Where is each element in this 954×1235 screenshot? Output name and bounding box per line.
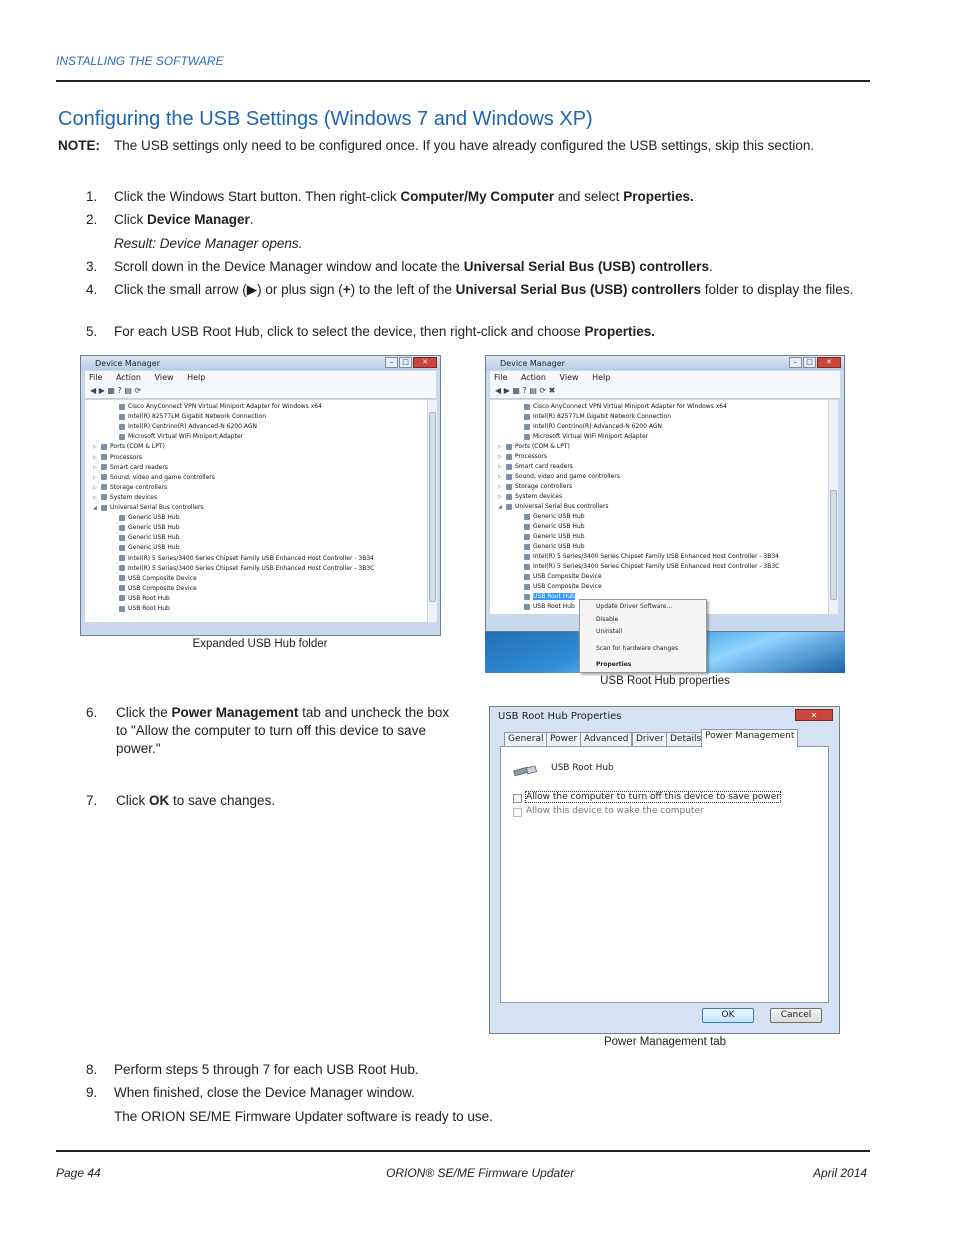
tree-item-label: Intel(R) 5 Series/3400 Series Chipset Family USB Enhanced Host Controller - 3B34 bbox=[128, 554, 374, 562]
tree-item[interactable] bbox=[516, 422, 662, 432]
view-icon[interactable]: ▤ bbox=[529, 386, 537, 395]
tree-item-label: Processors bbox=[515, 453, 548, 460]
menu-file[interactable]: File bbox=[494, 373, 508, 382]
note-label: NOTE: bbox=[58, 138, 100, 153]
tree-item[interactable] bbox=[93, 473, 215, 483]
tree-item[interactable] bbox=[111, 412, 266, 422]
tree-item[interactable] bbox=[516, 412, 671, 422]
tree-item[interactable] bbox=[516, 562, 779, 572]
forward-icon[interactable]: ▶ bbox=[98, 386, 105, 395]
expand-arrow-icon[interactable]: ▷ bbox=[498, 444, 502, 450]
tree-item-label: Sound, video and game controllers bbox=[110, 473, 215, 481]
properties-icon[interactable]: ▦ bbox=[107, 386, 115, 395]
close-icon[interactable]: ✕ bbox=[795, 709, 833, 721]
step-number: 4. bbox=[86, 282, 98, 297]
tree-item-label: Ports (COM & LPT) bbox=[515, 443, 570, 450]
tree-item-label: Generic USB Hub bbox=[533, 523, 585, 530]
device-tree bbox=[85, 400, 427, 622]
tree-item[interactable] bbox=[516, 522, 585, 532]
tree-item-label: Intel(R) 5 Series/3400 Series Chipset Family USB Enhanced Host Controller - 3B34 bbox=[533, 553, 779, 560]
step-number: 3. bbox=[86, 259, 98, 274]
tree-item-label: Generic USB Hub bbox=[128, 544, 180, 552]
step-4-text: Click the small arrow (▶) or plus sign (+) to the left of the Universal Serial Bus (USB) controllers folder to display the files. bbox=[114, 282, 854, 297]
context-scan[interactable]: Scan for hardware changes bbox=[596, 645, 679, 652]
tree-item[interactable] bbox=[516, 572, 602, 582]
expand-arrow-icon[interactable]: ▷ bbox=[498, 484, 502, 490]
device-icon bbox=[524, 534, 530, 540]
device-icon bbox=[101, 454, 107, 460]
tree-item[interactable] bbox=[111, 564, 374, 574]
device-manager-window-1 bbox=[80, 355, 441, 636]
tree-item[interactable] bbox=[498, 452, 547, 462]
tree-item[interactable] bbox=[516, 512, 585, 522]
tree-item-label: USB Root Hub bbox=[128, 594, 170, 602]
step-number: 9. bbox=[86, 1085, 98, 1100]
device-icon bbox=[119, 595, 125, 601]
device-icon bbox=[506, 484, 512, 490]
device-icon bbox=[524, 544, 530, 550]
device-icon bbox=[119, 535, 125, 541]
device-icon bbox=[524, 564, 530, 570]
tree-item[interactable] bbox=[111, 432, 243, 442]
note-text: The USB settings only need to be configured once. If you have already configured the USB settings, skip this section. bbox=[114, 138, 815, 153]
device-icon bbox=[119, 585, 125, 591]
section-header: INSTALLING THE SOFTWARE bbox=[56, 54, 224, 68]
device-icon bbox=[506, 494, 512, 500]
context-disable[interactable]: Disable bbox=[596, 616, 619, 623]
close-icon[interactable]: ✕ bbox=[413, 357, 437, 368]
step-5-text: For each USB Root Hub, click to select the device, then right-click and choose Properties. bbox=[114, 324, 656, 339]
tree-item-label: Intel(R) 5 Series/3400 Series Chipset Family USB Enhanced Host Controller - 3B3C bbox=[128, 564, 375, 572]
device-icon bbox=[119, 606, 125, 612]
tree-item[interactable] bbox=[93, 442, 165, 452]
allow-power-off-label[interactable]: Allow the computer to turn off this device to save power bbox=[526, 792, 780, 802]
close-icon[interactable]: ✕ bbox=[817, 357, 841, 368]
tree-item-label: Generic USB Hub bbox=[533, 533, 585, 540]
tree-item[interactable] bbox=[498, 462, 573, 472]
tree-item-label: USB Composite Device bbox=[128, 574, 197, 582]
tree-item[interactable] bbox=[498, 442, 570, 452]
tree-item[interactable] bbox=[516, 602, 575, 612]
device-icon bbox=[524, 574, 530, 580]
menu-help[interactable]: Help bbox=[187, 373, 206, 382]
figure-1-caption: Expanded USB Hub folder bbox=[192, 638, 328, 650]
step-7-text: Click OK to save changes. bbox=[116, 793, 276, 808]
device-icon bbox=[524, 594, 530, 600]
expand-arrow-icon[interactable]: ◢ bbox=[498, 504, 502, 510]
context-update-driver[interactable]: Update Driver Software... bbox=[596, 603, 673, 610]
tree-item-label: USB Root Hub bbox=[128, 605, 170, 612]
device-icon bbox=[119, 565, 125, 571]
menu-file[interactable]: File bbox=[89, 373, 103, 382]
toolbar bbox=[490, 384, 840, 399]
maximize-icon[interactable]: □ bbox=[803, 357, 816, 368]
tree-item[interactable] bbox=[111, 523, 180, 533]
forward-icon[interactable]: ▶ bbox=[503, 386, 510, 395]
tree-item-label: Ports (COM & LPT) bbox=[110, 443, 165, 451]
expand-arrow-icon[interactable]: ◢ bbox=[93, 505, 97, 511]
tree-item-label: Generic USB Hub bbox=[533, 513, 585, 520]
footer-page: Page 44 bbox=[56, 1166, 101, 1180]
tree-item[interactable] bbox=[111, 422, 257, 432]
uninstall-icon[interactable]: ✖ bbox=[548, 386, 556, 395]
tree-item-label: Intel(R) 82577LM Gigabit Network Connection bbox=[533, 413, 671, 420]
device-icon bbox=[119, 414, 125, 420]
tree-item[interactable] bbox=[93, 493, 157, 503]
expand-arrow-icon[interactable]: ▷ bbox=[93, 454, 97, 461]
figure-2-caption: USB Root Hub properties bbox=[600, 675, 730, 687]
expand-arrow-icon[interactable]: ▷ bbox=[498, 494, 502, 500]
device-icon bbox=[119, 575, 125, 581]
minimize-icon[interactable]: – bbox=[385, 357, 398, 368]
tree-item[interactable] bbox=[93, 463, 168, 473]
footer-rule bbox=[56, 1150, 870, 1152]
device-name: USB Root Hub bbox=[551, 763, 614, 773]
menu-view[interactable]: View bbox=[154, 373, 174, 382]
window-title: Device Manager bbox=[81, 356, 440, 370]
usb-plug-icon bbox=[513, 764, 539, 778]
toolbar bbox=[85, 384, 436, 399]
step-8-text: Perform steps 5 through 7 for each USB Root Hub. bbox=[114, 1062, 419, 1077]
step-number: 5. bbox=[86, 324, 98, 339]
expand-arrow-icon[interactable]: ▷ bbox=[93, 494, 97, 501]
context-menu bbox=[579, 599, 707, 673]
step-number: 1. bbox=[86, 189, 98, 204]
vertical-scrollbar[interactable] bbox=[828, 400, 838, 614]
step-number: 7. bbox=[86, 793, 98, 808]
tree-item[interactable] bbox=[516, 552, 779, 562]
menu-bar bbox=[85, 371, 436, 384]
device-icon bbox=[524, 604, 530, 610]
device-icon bbox=[101, 505, 107, 511]
device-icon bbox=[101, 464, 107, 470]
device-tree bbox=[490, 400, 828, 614]
tree-item-label: Generic USB Hub bbox=[128, 534, 180, 542]
tree-item-label: Generic USB Hub bbox=[533, 543, 585, 550]
context-uninstall[interactable]: Uninstall bbox=[596, 628, 623, 635]
step-number: 8. bbox=[86, 1062, 98, 1077]
tree-item[interactable] bbox=[498, 492, 562, 502]
allow-wake-checkbox[interactable] bbox=[513, 808, 522, 817]
back-icon[interactable]: ◀ bbox=[90, 386, 97, 395]
help-icon[interactable]: ? bbox=[522, 386, 527, 395]
tree-item[interactable] bbox=[498, 482, 572, 492]
tree-item-label: Cisco AnyConnect VPN Virtual Miniport Adapter for Windows x64 bbox=[128, 403, 322, 410]
device-icon bbox=[524, 584, 530, 590]
maximize-icon[interactable]: □ bbox=[399, 357, 412, 368]
tree-item[interactable] bbox=[516, 582, 602, 592]
allow-wake-label[interactable]: Allow this device to wake the computer bbox=[526, 806, 704, 816]
tree-item[interactable] bbox=[111, 513, 180, 523]
tab-advanced[interactable]: Advanced bbox=[580, 732, 632, 746]
tree-item-label: Generic USB Hub bbox=[128, 514, 180, 522]
step-9-text: When finished, close the Device Manager window. bbox=[114, 1085, 415, 1100]
tree-item[interactable] bbox=[516, 542, 585, 552]
tree-item[interactable] bbox=[93, 453, 142, 463]
tree-item[interactable] bbox=[111, 402, 322, 412]
scan-icon[interactable]: ⟳ bbox=[134, 386, 142, 395]
tree-item[interactable] bbox=[516, 592, 575, 602]
device-icon bbox=[101, 444, 107, 450]
device-icon bbox=[524, 524, 530, 530]
device-icon bbox=[119, 515, 125, 521]
tree-item-label: USB Composite Device bbox=[128, 584, 197, 592]
device-icon bbox=[101, 484, 107, 490]
tab-power[interactable]: Power bbox=[546, 732, 581, 746]
tree-item-label: Microsoft Virtual WiFi Miniport Adapter bbox=[533, 433, 649, 440]
tree-item[interactable] bbox=[498, 472, 620, 482]
device-manager-window-2 bbox=[485, 355, 845, 632]
tree-item[interactable] bbox=[111, 533, 180, 543]
tree-item[interactable] bbox=[516, 402, 727, 412]
expand-arrow-icon[interactable]: ▷ bbox=[93, 444, 97, 451]
tab-general[interactable]: General bbox=[504, 732, 547, 746]
expand-arrow-icon[interactable]: ▷ bbox=[498, 464, 502, 470]
vertical-scrollbar[interactable] bbox=[427, 400, 437, 622]
tree-item-label: Intel(R) Centrino(R) Advanced-N 6200 AGN bbox=[533, 423, 662, 430]
allow-power-off-checkbox[interactable] bbox=[513, 794, 522, 803]
tab-details[interactable]: Details bbox=[666, 732, 705, 746]
tree-item[interactable] bbox=[111, 594, 170, 604]
context-properties[interactable]: Properties bbox=[596, 661, 632, 668]
minimize-icon[interactable]: – bbox=[789, 357, 802, 368]
footer-product: ORION® SE/ME Firmware Updater bbox=[386, 1166, 575, 1180]
final-text: The ORION SE/ME Firmware Updater software is ready to use. bbox=[114, 1109, 493, 1124]
tree-item-label: Intel(R) 82577LM Gigabit Network Connection bbox=[128, 413, 266, 421]
menu-bar bbox=[490, 371, 840, 384]
tree-item-label: Smart card readers bbox=[110, 463, 168, 471]
menu-action[interactable]: Action bbox=[520, 373, 546, 382]
device-icon bbox=[506, 504, 512, 510]
step-number: 6. bbox=[86, 705, 98, 720]
usb-root-hub-properties-dialog bbox=[489, 706, 840, 1034]
device-icon bbox=[506, 474, 512, 480]
device-icon bbox=[119, 404, 125, 410]
tree-item-label: Processors bbox=[110, 453, 143, 461]
step-number: 2. bbox=[86, 212, 98, 227]
expand-arrow-icon[interactable]: ▷ bbox=[498, 454, 502, 460]
tree-item-label: Storage controllers bbox=[515, 483, 573, 490]
properties-icon[interactable]: ▦ bbox=[512, 386, 520, 395]
device-icon bbox=[119, 424, 125, 430]
tree-item[interactable] bbox=[111, 543, 180, 553]
tree-item-label: Microsoft Virtual WiFi Miniport Adapter bbox=[128, 433, 244, 441]
menu-action[interactable]: Action bbox=[115, 373, 141, 382]
scan-icon[interactable]: ⟳ bbox=[539, 386, 547, 395]
tree-item-label: System devices bbox=[110, 493, 158, 501]
tree-item[interactable] bbox=[498, 502, 609, 512]
scrollbar-thumb[interactable] bbox=[429, 412, 436, 602]
device-icon bbox=[119, 525, 125, 531]
device-icon bbox=[524, 424, 530, 430]
tree-item-label: USB Root Hub bbox=[533, 603, 575, 610]
tree-item[interactable] bbox=[516, 532, 585, 542]
device-icon bbox=[506, 444, 512, 450]
tab-power-management[interactable]: Power Management bbox=[701, 729, 798, 747]
device-icon bbox=[524, 414, 530, 420]
tree-item-label: USB Composite Device bbox=[533, 573, 602, 580]
tab-driver[interactable]: Driver bbox=[632, 732, 668, 746]
device-icon bbox=[119, 545, 125, 551]
tree-item[interactable] bbox=[93, 503, 204, 513]
tree-item-label: System devices bbox=[515, 493, 563, 500]
back-icon[interactable]: ◀ bbox=[495, 386, 502, 395]
footer-date: April 2014 bbox=[813, 1166, 868, 1180]
step-6-text: Click the Power Management tab and uncheck the box to "Allow the computer to turn off this device to save power." bbox=[116, 705, 450, 756]
menu-view[interactable]: View bbox=[559, 373, 579, 382]
device-icon bbox=[119, 434, 125, 440]
device-icon bbox=[524, 434, 530, 440]
tree-item-label: Sound, video and game controllers bbox=[515, 473, 620, 480]
step-1-text: Click the Windows Start button. Then right-click Computer/My Computer and select Properties. bbox=[114, 189, 694, 204]
power-management-panel bbox=[500, 746, 829, 1003]
expand-arrow-icon[interactable]: ▷ bbox=[93, 484, 97, 491]
tree-item-label: Storage controllers bbox=[110, 483, 168, 491]
tree-item[interactable] bbox=[111, 554, 374, 564]
dialog-title: USB Root Hub Properties bbox=[498, 711, 622, 722]
view-icon[interactable]: ▤ bbox=[124, 386, 132, 395]
tree-item-label: Universal Serial Bus controllers bbox=[110, 504, 204, 511]
tree-item-label: Universal Serial Bus controllers bbox=[515, 503, 609, 510]
tree-item-label: Smart card readers bbox=[515, 463, 573, 470]
device-icon bbox=[524, 404, 530, 410]
ok-button[interactable]: OK bbox=[702, 1008, 754, 1023]
step-2-text: Click Device Manager. bbox=[114, 212, 254, 227]
tree-item-label: Cisco AnyConnect VPN Virtual Miniport Adapter for Windows x64 bbox=[533, 403, 727, 410]
cancel-button[interactable]: Cancel bbox=[770, 1008, 822, 1023]
tree-item-label: Intel(R) Centrino(R) Advanced-N 6200 AGN bbox=[128, 423, 257, 431]
scrollbar-thumb[interactable] bbox=[830, 490, 837, 600]
device-icon bbox=[506, 454, 512, 460]
tree-item-label: USB Composite Device bbox=[533, 583, 602, 590]
device-icon bbox=[506, 464, 512, 470]
tree-item[interactable] bbox=[111, 584, 197, 594]
tree-item-label: Generic USB Hub bbox=[128, 524, 180, 532]
device-icon bbox=[101, 474, 107, 480]
device-icon bbox=[524, 514, 530, 520]
expand-arrow-icon[interactable]: ▷ bbox=[498, 474, 502, 480]
device-icon bbox=[119, 555, 125, 561]
step-2-result: Result: Device Manager opens. bbox=[114, 236, 303, 251]
device-icon bbox=[101, 494, 107, 500]
figure-3-caption: Power Management tab bbox=[603, 1036, 727, 1048]
arrow-icon: ▶ bbox=[246, 282, 258, 297]
help-icon[interactable]: ? bbox=[117, 386, 122, 395]
tree-item[interactable] bbox=[516, 432, 648, 442]
tree-item[interactable] bbox=[93, 483, 167, 493]
tree-item-label: USB Root Hub bbox=[533, 593, 575, 600]
tree-item[interactable] bbox=[111, 574, 197, 584]
header-rule bbox=[56, 80, 870, 82]
window-title: Device Manager bbox=[486, 356, 844, 370]
device-icon bbox=[524, 554, 530, 560]
menu-help[interactable]: Help bbox=[592, 373, 611, 382]
step-3-text: Scroll down in the Device Manager window and locate the Universal Serial Bus (USB) controllers. bbox=[114, 259, 713, 274]
tree-item-label: Intel(R) 5 Series/3400 Series Chipset Family USB Enhanced Host Controller - 3B3C bbox=[533, 563, 780, 570]
expand-arrow-icon[interactable]: ▷ bbox=[93, 474, 97, 481]
page-title: Configuring the USB Settings (Windows 7 and Windows XP) bbox=[58, 108, 593, 130]
expand-arrow-icon[interactable]: ▷ bbox=[93, 464, 97, 471]
tree-item[interactable] bbox=[111, 604, 170, 614]
